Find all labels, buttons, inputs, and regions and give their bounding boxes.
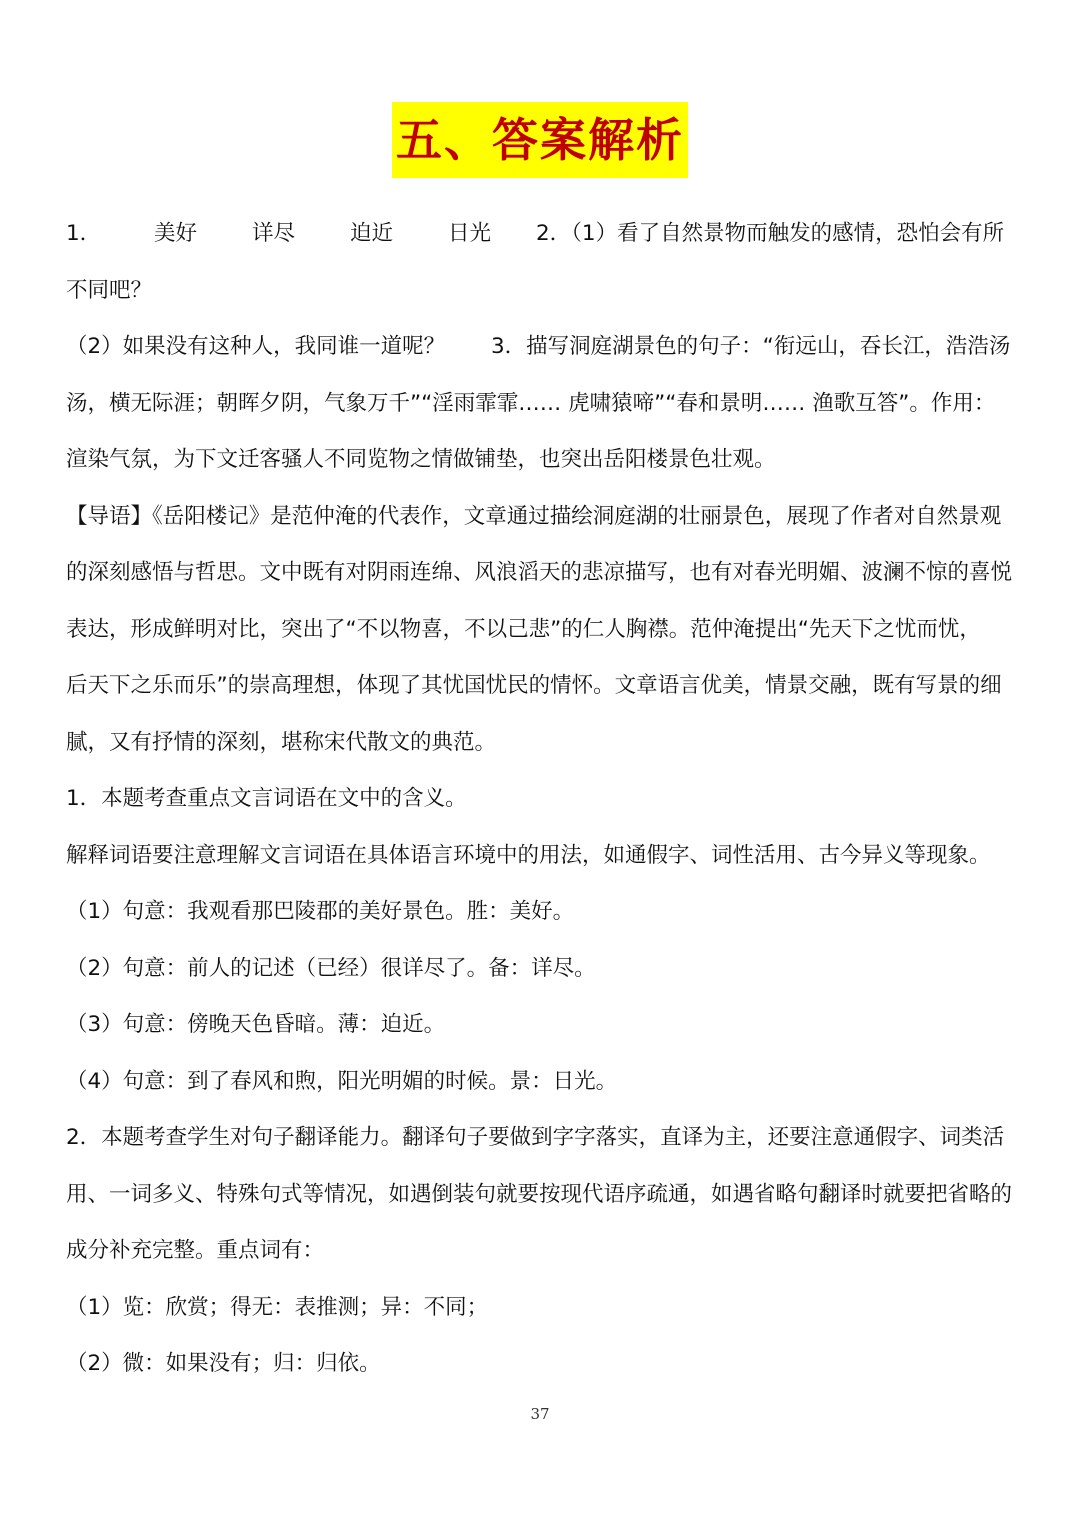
- analysis2-line-1: 2．本题考查学生对句子翻译能力。翻译句子要做到字字落实，直译为主，还要注意通假字、词类活: [66, 1125, 1005, 1150]
- document-body: [66, 206, 1016, 1393]
- answer-line-2: 不同吧？: [66, 277, 153, 303]
- intro-line-2: 的深刻感悟与哲思。文中既有对阴雨连绵、风浪滔天的悲凉描写，也有对春光明媚、波澜不惊的喜悦: [66, 560, 1013, 585]
- q3-start: 3．描写洞庭湖景色的句子：“衔远山，吞长江，浩浩汤: [491, 334, 1011, 359]
- q2-part2: （2）如果没有这种人，我同谁一道呢？: [66, 334, 446, 359]
- analysis1-item-4: （4）句意：到了春风和煦，阳光明媚的时候。景：日光。: [66, 1068, 618, 1094]
- analysis2-line-2: 用、一词多义、特殊句式等情况，如遇倒装句就要按现代语序疏通，如遇省略句翻译时就要把省略的: [66, 1181, 1013, 1207]
- answer-line-5: 渲染气氛，为下文迁客骚人不同览物之情做铺垫，也突出岳阳楼景色壮观。: [66, 447, 776, 472]
- intro-line-3: 表达，形成鲜明对比，突出了“不以物喜，不以己悲”的仁人胸襟。范仲淹提出“先天下之忧而忧，: [66, 616, 981, 642]
- intro-line-5: 腻，又有抒情的深刻，堪称宋代散文的典范。: [66, 729, 497, 755]
- title-container: [0, 102, 1080, 178]
- analysis1-heading: 1．本题考查重点文言词语在文中的含义。: [66, 786, 467, 811]
- page-title: 五、答案解析: [392, 102, 688, 178]
- analysis2-item-1: （1）览：欣赏；得无：表推测；异：不同；: [66, 1294, 489, 1320]
- analysis1-item-3: （3）句意：傍晚天色昏暗。薄：迫近。: [66, 1012, 446, 1037]
- analysis2-item-2: （2）微：如果没有；归：归依。: [66, 1351, 381, 1376]
- q2-start: 2．（1）看了自然景物而触发的感情，恐怕会有所: [536, 221, 1005, 246]
- answer-line-4: 汤，横无际涯；朝晖夕阴，气象万千”“淫雨霏霏…… 虎啸猿啼”“春和景明…… 渔歌互答”。作用：: [66, 390, 996, 416]
- q1-word-2: 详尽: [252, 221, 296, 246]
- intro-line-4: 后天下之乐而乐”的崇高理想，体现了其忧国忧民的情怀。文章语言优美，情景交融，既有写景的细: [66, 673, 1002, 698]
- page-number: 37: [530, 1405, 550, 1423]
- analysis1-item-1: （1）句意：我观看那巴陵郡的美好景色。胜：美好。: [66, 899, 575, 924]
- analysis2-line-3: 成分补充完整。重点词有：: [66, 1238, 325, 1263]
- analysis1-item-2: （2）句意：前人的记述（已经）很详尽了。备：详尽。: [66, 955, 596, 981]
- q1-word-1: 美好: [154, 221, 198, 246]
- answer-line-1: [66, 206, 1016, 263]
- answer-line-3: [66, 319, 1016, 376]
- q1-word-4: 日光: [448, 221, 492, 246]
- q1-number: 1．: [66, 221, 102, 246]
- analysis1-desc: 解释词语要注意理解文言词语在具体语言环境中的用法，如通假字、词性活用、古今异义等现象。: [66, 842, 991, 868]
- q1-word-3: 迫近: [350, 221, 394, 246]
- intro-line-1: 【导语】《岳阳楼记》是范仲淹的代表作，文章通过描绘洞庭湖的壮丽景色，展现了作者对自然景观: [66, 503, 1002, 529]
